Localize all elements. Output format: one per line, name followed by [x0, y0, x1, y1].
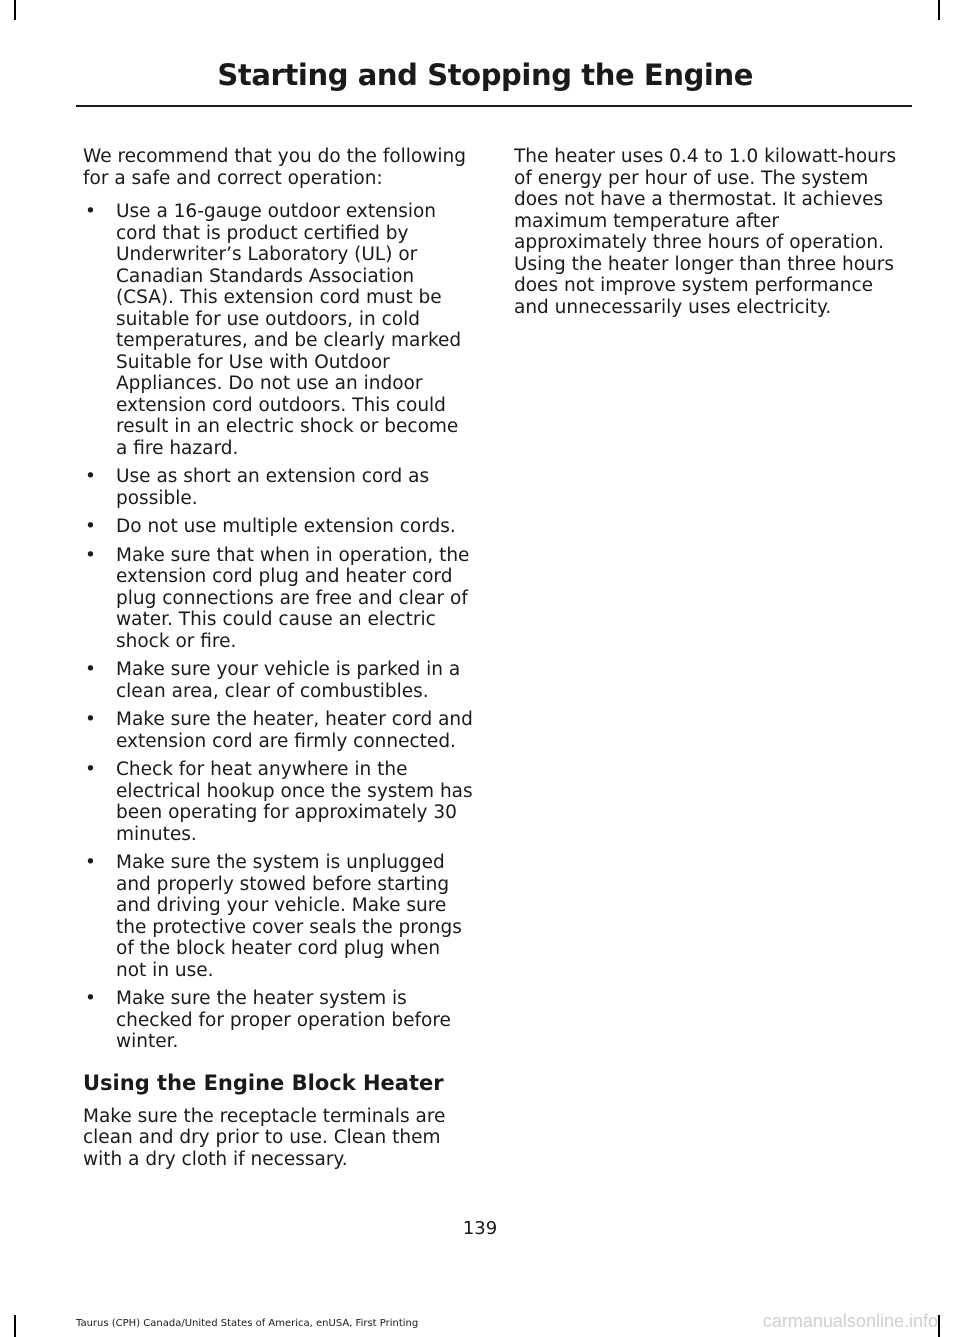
- crop-mark-top-left: [14, 0, 16, 20]
- list-item-text: Make sure the system is unplugged and properly stowed before starting and driving your vehicle. Make sure the protective cover seals the prongs of the block heater cord plug when not in use.: [116, 852, 462, 981]
- bullet-icon: •: [85, 201, 96, 222]
- bullet-icon: •: [85, 659, 96, 680]
- list-item: [83, 545, 475, 653]
- list-item-text: Make sure the heater, heater cord and extension cord are firmly connected.: [116, 709, 473, 752]
- bullet-icon: •: [85, 852, 96, 873]
- heater-energy-paragraph: The heater uses 0.4 to 1.0 kilowatt-hours of energy per hour of use. The system does not have a thermostat. It achieves maximum temperature after approximately three hours of operation. Using the heater longer than three hours does not improve system performance and unnecessarily uses electricity.: [514, 146, 897, 318]
- bullet-icon: •: [85, 709, 96, 730]
- list-item-text: Do not use multiple extension cords.: [116, 516, 456, 537]
- bullet-icon: •: [85, 466, 96, 487]
- page-title: Starting and Stopping the Engine: [217, 58, 753, 92]
- crop-mark-bottom-right: [938, 1315, 940, 1337]
- section-heading: Using the Engine Block Heater: [83, 1070, 444, 1095]
- list-item-text: Make sure that when in operation, the extension cord plug and heater cord plug connections are free and clear of water. This could cause an electric shock or fire.: [116, 544, 470, 652]
- list-item-text: Use a 16-gauge outdoor extension cord that is product certified by Underwriter’s Laboratory (UL) or Canadian Standards Association (CSA). This extension cord must be suitable for use outdoors, in cold temperatures, and be clearly marked Suitable for Use with Outdoor Appliances. Do not use an indoor extension cord outdoors. This could result in an electric shock or become a fire hazard.: [116, 201, 462, 459]
- watermark: carmanualsonline.info: [762, 1311, 938, 1331]
- crop-mark-top-right: [938, 0, 940, 20]
- list-item: [83, 852, 475, 981]
- intro-paragraph: We recommend that you do the following for a safe and correct operation:: [83, 146, 466, 189]
- bullet-icon: •: [85, 988, 96, 1009]
- list-item: [83, 988, 475, 1053]
- list-item: [83, 201, 475, 459]
- list-item: [83, 659, 475, 702]
- list-item-text: Make sure your vehicle is parked in a clean area, clear of combustibles.: [116, 659, 461, 702]
- section-body: Make sure the receptacle terminals are clean and dry prior to use. Clean them with a dry cloth if necessary.: [83, 1105, 446, 1170]
- left-column: [83, 146, 475, 1182]
- bullet-icon: •: [85, 516, 96, 537]
- list-item-text: Check for heat anywhere in the electrical hookup once the system has been operating for approximately 30 minutes.: [116, 759, 473, 845]
- list-item: [83, 466, 475, 509]
- edition-footer: Taurus (CPH) Canada/United States of America, enUSA, First Printing: [76, 1318, 419, 1329]
- bullet-icon: •: [85, 759, 96, 780]
- recommendation-list: [83, 201, 475, 1053]
- bullet-icon: •: [85, 544, 96, 566]
- right-column: [514, 146, 907, 330]
- list-item: [83, 759, 475, 845]
- crop-mark-bottom-left: [14, 1315, 16, 1337]
- list-item: [83, 516, 475, 538]
- list-item-text: Use as short an extension cord as possible.: [116, 466, 430, 509]
- page-number: 139: [462, 1218, 498, 1239]
- header-divider: [76, 105, 912, 107]
- list-item: [83, 709, 475, 752]
- list-item-text: Make sure the heater system is checked for proper operation before winter.: [116, 988, 451, 1052]
